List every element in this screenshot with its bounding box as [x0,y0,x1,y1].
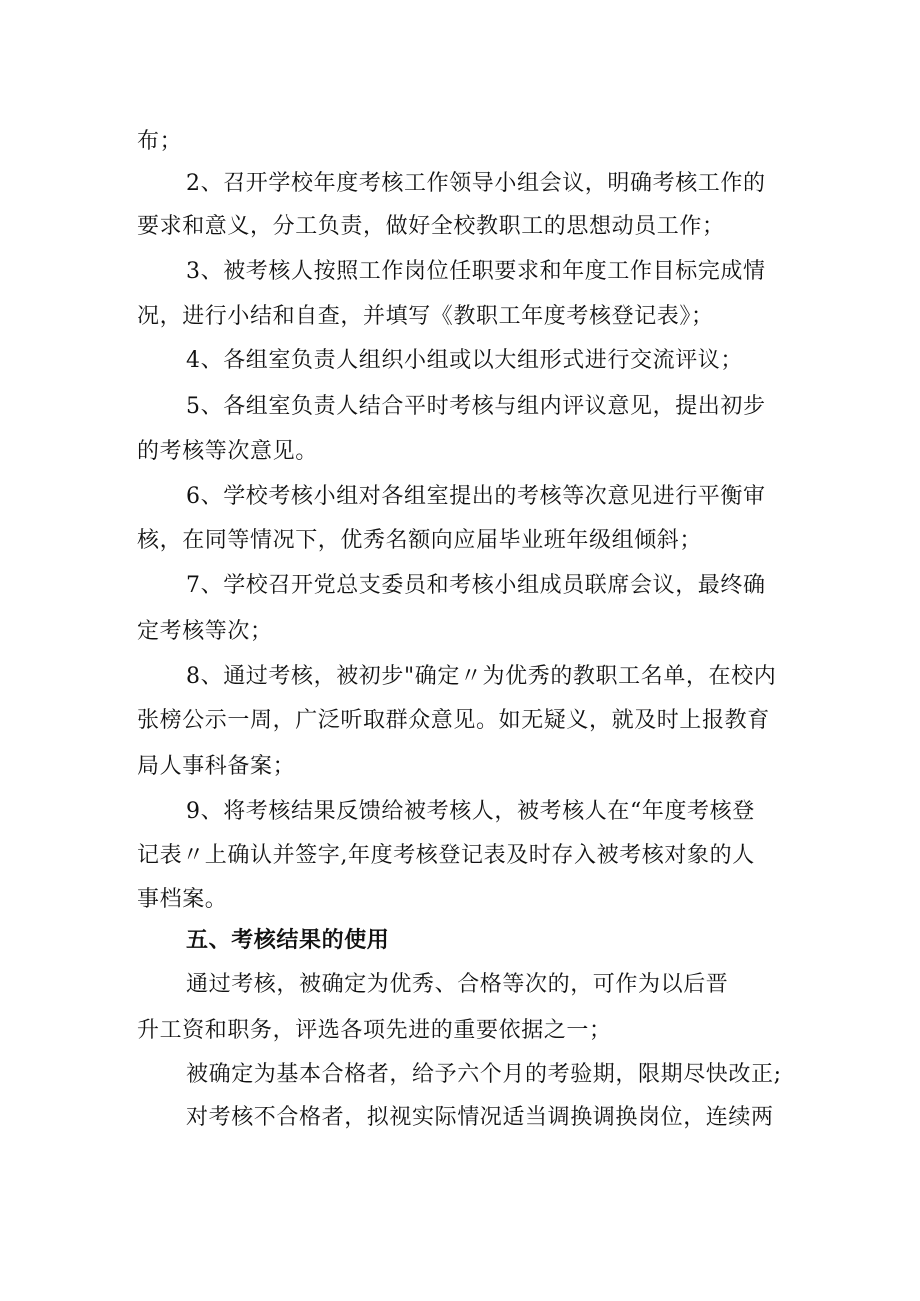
list-item-2-line-2: 要求和意义，分工负责，做好全校教职工的思想动员工作； [137,214,725,239]
list-item-9-line-2: 记表〃上确认并签字,年度考核登记表及时存入被考核对象的人 [137,843,755,868]
list-item-2-line-1: 2、召开学校年度考核工作领导小组会议，明确考核工作的 [186,171,766,196]
list-item-9-line-1: 9、将考核结果反馈给被考核人，被考核人在“年度考核登 [186,799,755,824]
list-item-5-line-1: 5、各组室负责人结合平时考核与组内评议意见，提出初步 [186,394,766,419]
list-item-3-line-1: 3、被考核人按照工作岗位任职要求和年度工作目标完成情 [186,259,766,284]
list-item-8-line-2: 张榜公示一周，广泛听取群众意见。如无疑义，就及时上报教育 [137,708,770,733]
paragraph-line: 通过考核，被确定为优秀、合格等次的，可作为以后晋 [186,972,729,997]
list-item-5-line-2: 的考核等次意见。 [137,439,318,464]
list-item-9-line-3: 事档案。 [137,887,228,912]
list-item-6-line-2: 核，在同等情况下，优秀名额向应届毕业班年级组倾斜； [137,528,703,553]
list-item-7-line-2: 定考核等次； [137,619,273,644]
list-item-7-line-1: 7、学校召开党总支委员和考核小组成员联席会议，最终确 [186,573,766,598]
paragraph-line: 升工资和职务，评选各项先进的重要依据之一； [137,1018,612,1043]
paragraph-line: 被确定为基本合格者，给予六个月的考验期，限期尽快改正; [186,1062,782,1087]
paragraph-line: 对考核不合格者，拟视实际情况适当调换调换岗位，连续两 [186,1105,774,1130]
list-item-8-line-1: 8、通过考核，被初步"确定〃为优秀的教职工名单，在校内 [186,664,777,689]
list-item-6-line-1: 6、学校考核小组对各组室提出的考核等次意见进行平衡审 [186,484,766,509]
list-item-4-line-1: 4、各组室负责人组织小组或以大组形式进行交流评议； [186,348,743,373]
list-item-3-line-2: 况，进行小结和自查，并填写《教职工年度考核登记表》； [137,304,714,329]
section-heading: 五、考核结果的使用 [186,928,390,953]
text-line: 布； [137,129,183,154]
list-item-8-line-3: 局人事科备案； [137,754,296,779]
